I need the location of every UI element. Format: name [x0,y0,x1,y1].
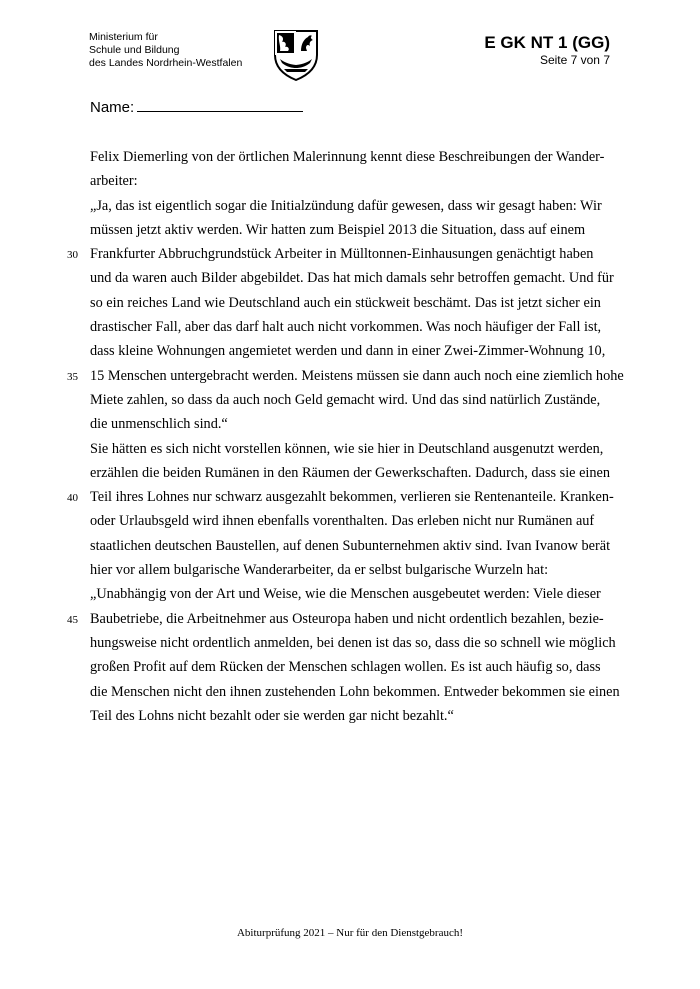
text-line: hungsweise nicht ordentlich anmelden, bei denen ist das so, dass die so schnell wie möglich [90,634,616,651]
text-line-content: 15 Menschen untergebracht werden. Meistens müssen sie dann auch noch eine ziemlich hohe [90,367,624,384]
page-number: Seite 7 von 7 [539,53,610,67]
text-line-45 [67,607,620,631]
text-line: großen Profit auf dem Rücken der Menschen schlagen wollen. Es ist auch häufig so, dass [90,659,601,676]
text-line-35 [67,364,624,388]
text-line: hier vor allem bulgarische Wanderarbeiter, da er selbst bulgarische Wurzeln hat: [90,562,549,579]
text-line: dass kleine Wohnungen angemietet werden und dann in einer Zwei-Zimmer-Wohnung 10, [90,343,606,360]
document-body [67,145,624,728]
document-info [484,33,610,68]
text-line: die Menschen nicht den ihnen zustehenden Lohn bekommen. Entweder bekommen sie einen [90,683,620,700]
ministry-name [89,31,269,70]
line-number: 45 [67,613,78,626]
line-number: 40 [67,492,78,505]
text-line: Sie hätten es sich nicht vorstellen können, wie sie hier in Deutschland ausgenutzt werden, [90,440,604,457]
page-footer: Abiturprüfung 2021 – Nur für den Dienstgebrauch! [236,927,464,939]
text-line: arbeiter: [90,173,138,190]
line-number: 30 [67,249,78,262]
ministry-line: Ministerium für [89,31,158,43]
name-label: Name: [90,99,135,116]
document-code: E GK NT 1 (GG) [484,33,610,52]
text-line: Miete zahlen, so dass da auch noch Geld gemacht wird. Und das sind natürlich Zustände, [90,391,601,408]
ministry-line: Schule und Bildung [89,44,180,56]
text-line: drastischer Fall, aber das darf halt auch nicht vorkommen. Was noch häufiger der Fall ist, [90,319,602,336]
text-line: „Ja, das ist eigentlich sogar die Initialzündung dafür gewesen, dass wir gesagt haben: Wir [90,197,602,214]
text-line-content: Teil ihres Lohnes nur schwarz ausgezahlt bekommen, verlieren sie Rentenanteile. Kranken- [90,489,614,506]
name-field [90,97,303,116]
ministry-line: des Landes Nordrhein-Westfalen [89,57,243,69]
text-line-40 [67,485,620,509]
text-line: die unmenschlich sind.“ [90,416,228,433]
text-line-content: Baubetriebe, die Arbeitnehmer aus Osteuropa haben und nicht ordentlich bezahlen, bezie- [90,610,604,627]
text-line-30 [67,242,620,266]
name-blank-line[interactable] [137,97,303,112]
text-line: „Unabhängig von der Art und Weise, wie die Menschen ausgebeutet werden: Viele dieser [90,586,601,603]
text-line: Teil des Lohns nicht bezahlt oder sie werden gar nicht bezahlt.“ [90,707,454,724]
text-line: so ein reiches Land wie Deutschland auch ein stückweit beschämt. Das ist jetzt sicher ein [90,294,601,311]
line-number: 35 [67,370,78,383]
text-line: erzählen die beiden Rumänen in den Räumen der Gewerkschaften. Dadurch, dass sie einen [90,464,611,481]
text-line: staatlichen deutschen Baustellen, auf denen Subunternehmen aktiv sind. Ivan Ivanow berät [90,537,611,554]
text-line-content: Frankfurter Abbruchgrundstück Arbeiter in Mülltonnen-Einhausungen genächtigt haben [90,246,594,263]
nrw-coat-of-arms-icon [272,29,320,81]
text-line: Felix Diemerling von der örtlichen Malerinnung kennt diese Beschreibungen der Wander- [90,149,605,165]
text-line: und da waren auch Bilder abgebildet. Das hat mich damals sehr betroffen gemacht. Und für [90,270,614,287]
text-line: müssen jetzt aktiv werden. Wir hatten zum Beispiel 2013 die Situation, dass auf einem [90,221,586,238]
text-line: oder Urlaubsgeld wird ihnen ebenfalls vorenthalten. Das erleben nicht nur Rumänen auf [90,513,595,530]
